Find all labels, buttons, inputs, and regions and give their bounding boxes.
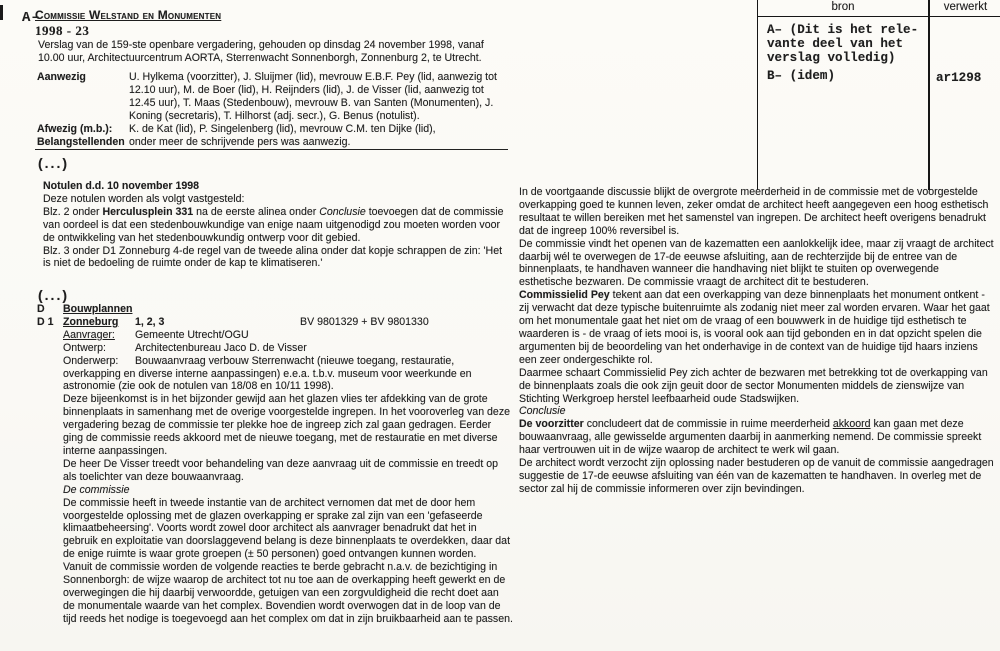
right-paragraph-5 <box>519 418 995 457</box>
bouwplannen-section <box>35 303 513 626</box>
right-p3-speaker: Commissielid Pey <box>519 289 610 302</box>
stamp-column-divider <box>928 0 930 190</box>
item-details-gutter <box>35 329 63 626</box>
notulen-p2-run2: Herculusplein 331 <box>102 205 194 218</box>
item-details <box>35 329 513 626</box>
aanvrager-label: Aanvrager: <box>63 328 115 341</box>
right-p5-akkoord: akkoord <box>832 418 871 431</box>
onderwerp-paragraph <box>63 355 513 394</box>
bouwplannen-section-heading-row <box>35 303 513 316</box>
notulen-paragraph-1: Deze notulen worden als volgt vastgesteld: <box>43 192 245 205</box>
right-column <box>519 186 995 496</box>
aanvrager-value: Gemeente Utrecht/OGU <box>135 328 249 341</box>
stamp-note-a <box>767 23 918 65</box>
notulen-p2-run5: toevoegen dat de commissie van oordeel is dat een stedenbouwkundige van enige naam uitgenodigd zou moeten worden voor de ontwikkeling van het stedenbouwkundig ontwerp voor dit gebied. <box>43 205 504 244</box>
attendance-value-afwezig: K. de Kat (lid), P. Singelenberg (lid), mevrouw C.M. ten Dijke (lid), <box>129 122 436 135</box>
right-p5-speaker: De voorzitter <box>519 418 584 431</box>
stamp-verwerkt-value: ar1298 <box>936 71 982 85</box>
notulen-paragraph-3: Blz. 3 onder D1 Zonneburg 4-de regel van de tweede alina onder dat kopje schrappen de zin: 'Het is niet de bedoeling de ruimte onder de kap te klimatiseren.' <box>43 244 503 270</box>
bouw-paragraph-2: De heer De Visser treedt voor behandeling van deze aanvraag uit de commissie en treedt op als toelichter van deze bouwaanvraag. <box>63 457 498 483</box>
notulen-p2-run4: Conclusie <box>319 205 366 218</box>
attendance-value-belangstellenden: onder meer de schrijvende pers was aanwezig. <box>129 135 351 148</box>
notulen-p2-run1: Blz. 2 onder <box>43 205 103 218</box>
notulen-paragraph-2 <box>43 206 510 245</box>
notulen-section <box>43 180 510 270</box>
meeting-intro-paragraph: Verslag van de 159-ste openbare vergadering, gehouden op dinsdag 24 november 1998, vanaf 10.00 uur, Architectuurcentrum AORTA, Sterrenwacht Sonnenborgh, Zonnenburg 2, te Utrecht. <box>38 39 484 64</box>
right-paragraph-1: In de voortgaande discussie blijkt de overgrote meerderheid in de commissie met de voorgestelde overkapping goed te kunnen leven, zeker omdat de architect heeft aangegeven een hoog esthetisch resultaat te willen bereiken met het samenstel van ingrepen. De architect heeft overigens benadrukt dat de ingreep 100% reversibel is. <box>519 186 989 237</box>
section-letter: D <box>37 303 45 315</box>
scan-edge-artifact <box>0 5 3 20</box>
attendance-label-afwezig: Afwezig (m.b.): <box>37 122 113 135</box>
stamp-header-row <box>758 0 1000 17</box>
right-paragraph-3 <box>519 289 995 366</box>
attendance-value-aanwezig: U. Hylkema (voorzitter), J. Sluijmer (lid), mevrouw E.B.F. Pey (lid, aanwezig tot 12.10 uur), M. de Boer (lid), H. Reijnders (lid), J. de Visser (lid, aanwezig tot 12.45 uur), T. Maas (Stedenbouw), mevrouw B. van Santen (Monumenten), J. Koning (secretaris), T. Hilhorst (adj. secr.), G. Benus (notulist). <box>129 71 497 122</box>
document-number: 1998 - 23 <box>35 23 90 38</box>
stamp-note-a-line-3: verslag volledig) <box>767 51 896 65</box>
item-name: Zonneburg <box>63 315 119 328</box>
stamp-note-a-line-1: A– (Dit is het rele- <box>767 23 919 37</box>
onderwerp-value: Bouwaanvraag verbouw Sterrenwacht (nieuwe toegang, restauratie, overkapping en diverse interne aanpassingen) e.e.a. t.b.v. museum voor weerkunde en astronomie (zie ook de notulen van 18/08 en 10/11 1998). <box>63 354 472 393</box>
stamp-note-b: B– (idem) <box>767 69 836 83</box>
right-paragraph-4: Daarmee schaart Commissielid Pey zich achter de bezwaren met betrekking tot de overkapping van de binnenplaats zoals die ook zijn geuit door de sector Monumenten middels de zienswijze van Stichting Werkgroep herstel leefbaarheid oude Stadswijken. <box>519 366 988 405</box>
right-p5-text-b: kan gaan met deze bouwaanvraag, alle gewisselde argumenten daarbij in aanmerking nemend. De commissie spreekt haar vertrouwen uit in de wijze waarop de architect te werk wil gaan. <box>519 418 982 457</box>
document-title: Commissie Welstand en Monumenten <box>35 8 222 22</box>
attendance-label-aanwezig: Aanwezig <box>37 71 86 83</box>
item-details-content <box>63 329 513 626</box>
section-title: Bouwplannen <box>63 303 133 315</box>
attendance-list <box>37 71 510 148</box>
stamp-column-header-bron: bron <box>831 1 855 13</box>
stamp-column-header-verwerkt: verwerkt <box>943 1 988 13</box>
ellipsis-mark-1: (...) <box>38 155 69 171</box>
item-addresses: 1, 2, 3 <box>135 315 165 328</box>
bouwplannen-item-heading-row <box>35 316 513 329</box>
item-heading-content <box>63 316 513 329</box>
ontwerp-row <box>63 342 513 355</box>
item-reference-numbers: BV 9801329 + BV 9801330 <box>300 315 429 328</box>
margin-annotation-a: A– <box>22 10 41 26</box>
ontwerp-label: Ontwerp: <box>63 341 106 354</box>
right-p5-text-a: concludeert dat de commissie in ruime meerderheid <box>583 418 833 431</box>
ellipsis-mark-2: (...) <box>38 287 69 303</box>
bouw-paragraph-3: De commissie heeft in tweede instantie van de architect vernomen dat met de door hem voorgestelde oplossing met de glazen overkapping er sprake zal zijn van een 'gefaseerde klimaatbeheersing'. Voorts wordt zowel door architect als aanvrager benadrukt dat het in gebruik en exploitatie van doorslaggevend belang is deze binnenplaats te overdekken, daar dat de enige ruimte is waar grote groepen (± 50 personen) goed ontvangen kunnen worden. <box>63 496 511 561</box>
item-number: D 1 <box>37 315 54 328</box>
source-stamp-table <box>757 0 1000 190</box>
document-header <box>35 8 221 39</box>
attendance-label-belangstellenden: Belangstellenden <box>37 135 125 148</box>
bouw-paragraph-1: Deze bijeenkomst is in het bijzonder gewijd aan het glazen vlies ter afdekking van de grote binnenplaats in samenhang met de overige voorgestelde ingrepen. In het vooroverleg van deze vergadering bezag de commissie ter plekke hoe de ingreep zich zal gaan gedragen. Eerder ging de commissie reeds akkoord met de nieuwe toegang, met de restauratie en met diverse interne aanpassingen. <box>63 393 511 457</box>
stamp-note-a-line-2: vante deel van het <box>767 37 904 51</box>
right-p3-text: tekent aan dat een overkapping van deze binnenplaats het monument ontkent - zij verwacht dat deze typische buitenruimte als zodanig niet meer zal worden ervaren. Waar het gaat om het monumentale gaat het niet om de vraag of een bouwwerk in de huidige tijd esthetisch te waarderen is - de vraag of iets mooi is, is vooral ook aan tijd gebonden en in dat opzicht spelen die argumenten bij de beoordeling van het onderhavige in de context van de huidige tijd haars inziens een zeer ondergeschikte rol. <box>519 289 990 366</box>
subheading-conclusie: Conclusie <box>519 405 566 418</box>
notulen-p2-run3: na de eerste alinea onder <box>193 205 320 218</box>
notulen-heading: Notulen d.d. 10 november 1998 <box>43 180 200 192</box>
onderwerp-label: Onderwerp: <box>63 354 119 367</box>
subheading-de-commissie: De commissie <box>63 483 130 496</box>
aanvrager-row <box>63 329 513 342</box>
ontwerp-value: Architectenbureau Jaco D. de Visser <box>135 341 307 354</box>
horizontal-rule <box>35 149 508 150</box>
bouw-paragraph-4: Vanuit de commissie worden de volgende reacties te berde gebracht n.a.v. de bezichtiging in Sonnenborgh: de wijze waarop de architect tot nu toe aan de overkapping heeft gewerkt en de overwegingen die hij daarbij verwoordde, getuigen van een zorgvuldigheid die recht doet aan de monumentale waarde van het complex. Bovendien wordt overwogen dat in de loop van de tijd reeds het nodige is toegevoegd aan het complex om dat in zijn bruikbaarheid aan te passen. <box>63 561 513 625</box>
right-paragraph-6: De architect wordt verzocht zijn oplossing nader bestuderen op de vanuit de commissie aangedragen suggestie de 17-de eeuwse afsluiting van één van de kazematten te handhaven. In overleg met de sector zal hij de commissie informeren over zijn bevindingen. <box>519 457 994 495</box>
right-paragraph-2: De commissie vindt het openen van de kazematten een aanlokkelijk idee, maar zij vraagt de architect daarbij wél te overwegen de 17-de eeuwse afsluiting, aan de rechterzijde bij de entree van de binnenplaats, te handhaven wanneer die handhaving niet blijkt te stuiten op overwegende esthetische bezwaren. De commissie vraagt de architect dit te bestuderen. <box>519 237 994 289</box>
